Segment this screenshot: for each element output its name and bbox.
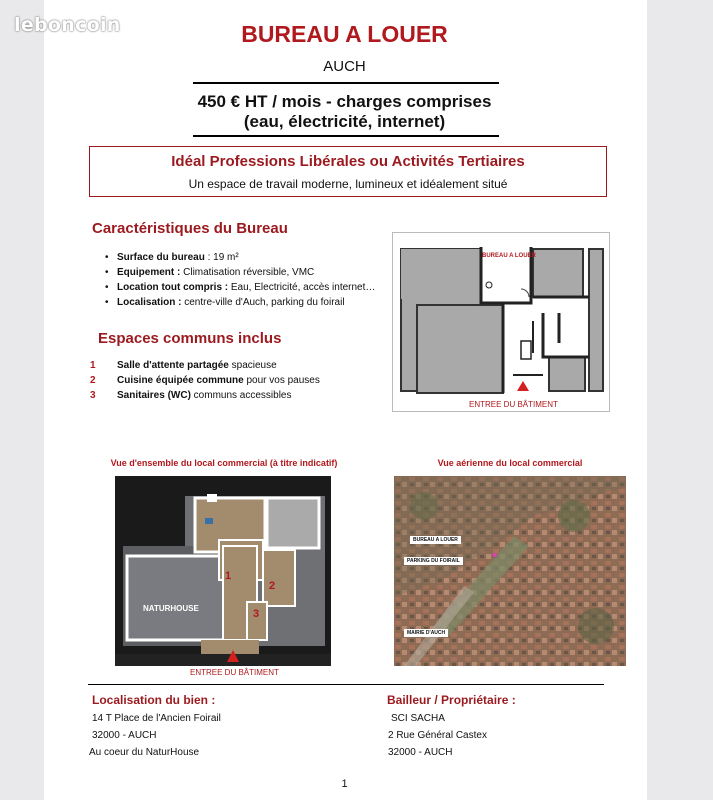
price-line-1: 450 € HT / mois - charges comprises: [197, 92, 492, 111]
overview-drawing: [115, 476, 331, 666]
overview-number-2: 2: [269, 580, 276, 592]
feature-label: Localisation :: [117, 297, 182, 308]
list-item: [90, 388, 320, 403]
page-title: BUREAU A LOUER: [241, 21, 448, 47]
overview-shop-label: NATURHOUSE: [143, 604, 199, 613]
owner-heading: Bailleur / Propriétaire :: [387, 693, 516, 707]
feature-value: Climatisation réversible, VMC: [180, 267, 315, 278]
price-line-2: (eau, électricité, internet): [243, 112, 446, 131]
features-heading: Caractéristiques du Bureau: [92, 220, 288, 237]
plan-office-label: BUREAU A LOUER: [482, 253, 536, 259]
feature-label: Surface du bureau: [117, 252, 205, 263]
floor-plan: [392, 232, 610, 412]
list-item: [105, 280, 375, 295]
owner-line-1: SCI SACHA: [391, 713, 445, 724]
highlight-box: [89, 146, 607, 197]
feature-value: Eau, Electricité, accès internet…: [228, 282, 376, 293]
common-value: pour vos pauses: [243, 375, 320, 386]
page-number: 1: [341, 778, 348, 790]
divider-bottom: [193, 135, 499, 137]
feature-label: Location tout compris :: [117, 282, 229, 293]
feature-value: : 19 m²: [204, 252, 239, 263]
plan-entrance-label: ENTREE DU BÂTIMENT: [469, 400, 558, 409]
divider-top: [193, 82, 499, 84]
common-list: [90, 358, 320, 403]
owner-address: [388, 710, 487, 761]
floor-plan-drawing: [393, 233, 609, 411]
item-number: 1: [90, 360, 96, 371]
item-number: 3: [90, 390, 96, 401]
aerial-tag-parking: PARKING DU FOIRAIL: [404, 557, 463, 565]
features-list: [105, 250, 375, 310]
location-heading: Localisation du bien :: [92, 693, 216, 707]
location-line-1: 14 T Place de l'Ancien Foirail: [92, 713, 221, 724]
common-heading: Espaces communs inclus: [98, 330, 282, 347]
list-item: [105, 295, 375, 310]
owner-line-3: 32000 - AUCH: [388, 747, 453, 758]
list-item: [105, 265, 375, 280]
common-value: spacieuse: [228, 360, 277, 371]
highlight-subline: Un espace de travail moderne, lumineux et idéalement situé: [188, 177, 508, 191]
common-label: Sanitaires (WC): [117, 390, 191, 401]
location-address: [89, 710, 221, 761]
overview-caption: Vue d'ensemble du local commercial (à titre indicatif): [110, 458, 338, 468]
aerial-drawing: [394, 476, 626, 666]
location-line-3: Au coeur du NaturHouse: [89, 747, 200, 758]
highlight-headline: Idéal Professions Libérales ou Activités Tertiaires: [171, 153, 525, 170]
city-label: AUCH: [323, 58, 366, 75]
aerial-tag-office: BUREAU A LOUER: [410, 536, 461, 544]
location-line-2: 32000 - AUCH: [92, 730, 157, 741]
common-label: Salle d'attente partagée: [117, 360, 229, 371]
common-label: Cuisine équipée commune: [117, 375, 244, 386]
list-item: [90, 373, 320, 388]
aerial-caption: Vue aérienne du local commercial: [437, 458, 583, 468]
list-item: [90, 358, 320, 373]
aerial-tag-townhall: MAIRIE D'AUCH: [404, 629, 448, 637]
leboncoin-watermark: leboncoin: [14, 14, 121, 36]
aerial-image: [394, 476, 626, 666]
footer-divider: [88, 684, 604, 685]
feature-label: Equipement :: [117, 267, 181, 278]
overview-number-3: 3: [253, 608, 260, 620]
common-value: communs accessibles: [190, 390, 292, 401]
overview-image: [115, 476, 331, 666]
overview-number-1: 1: [225, 570, 232, 582]
owner-line-2: 2 Rue Général Castex: [388, 730, 487, 741]
overview-entrance-label: ENTREE DU BÂTIMENT: [190, 668, 279, 677]
feature-value: centre-ville d'Auch, parking du foirail: [181, 297, 345, 308]
item-number: 2: [90, 375, 96, 386]
list-item: [105, 250, 375, 265]
